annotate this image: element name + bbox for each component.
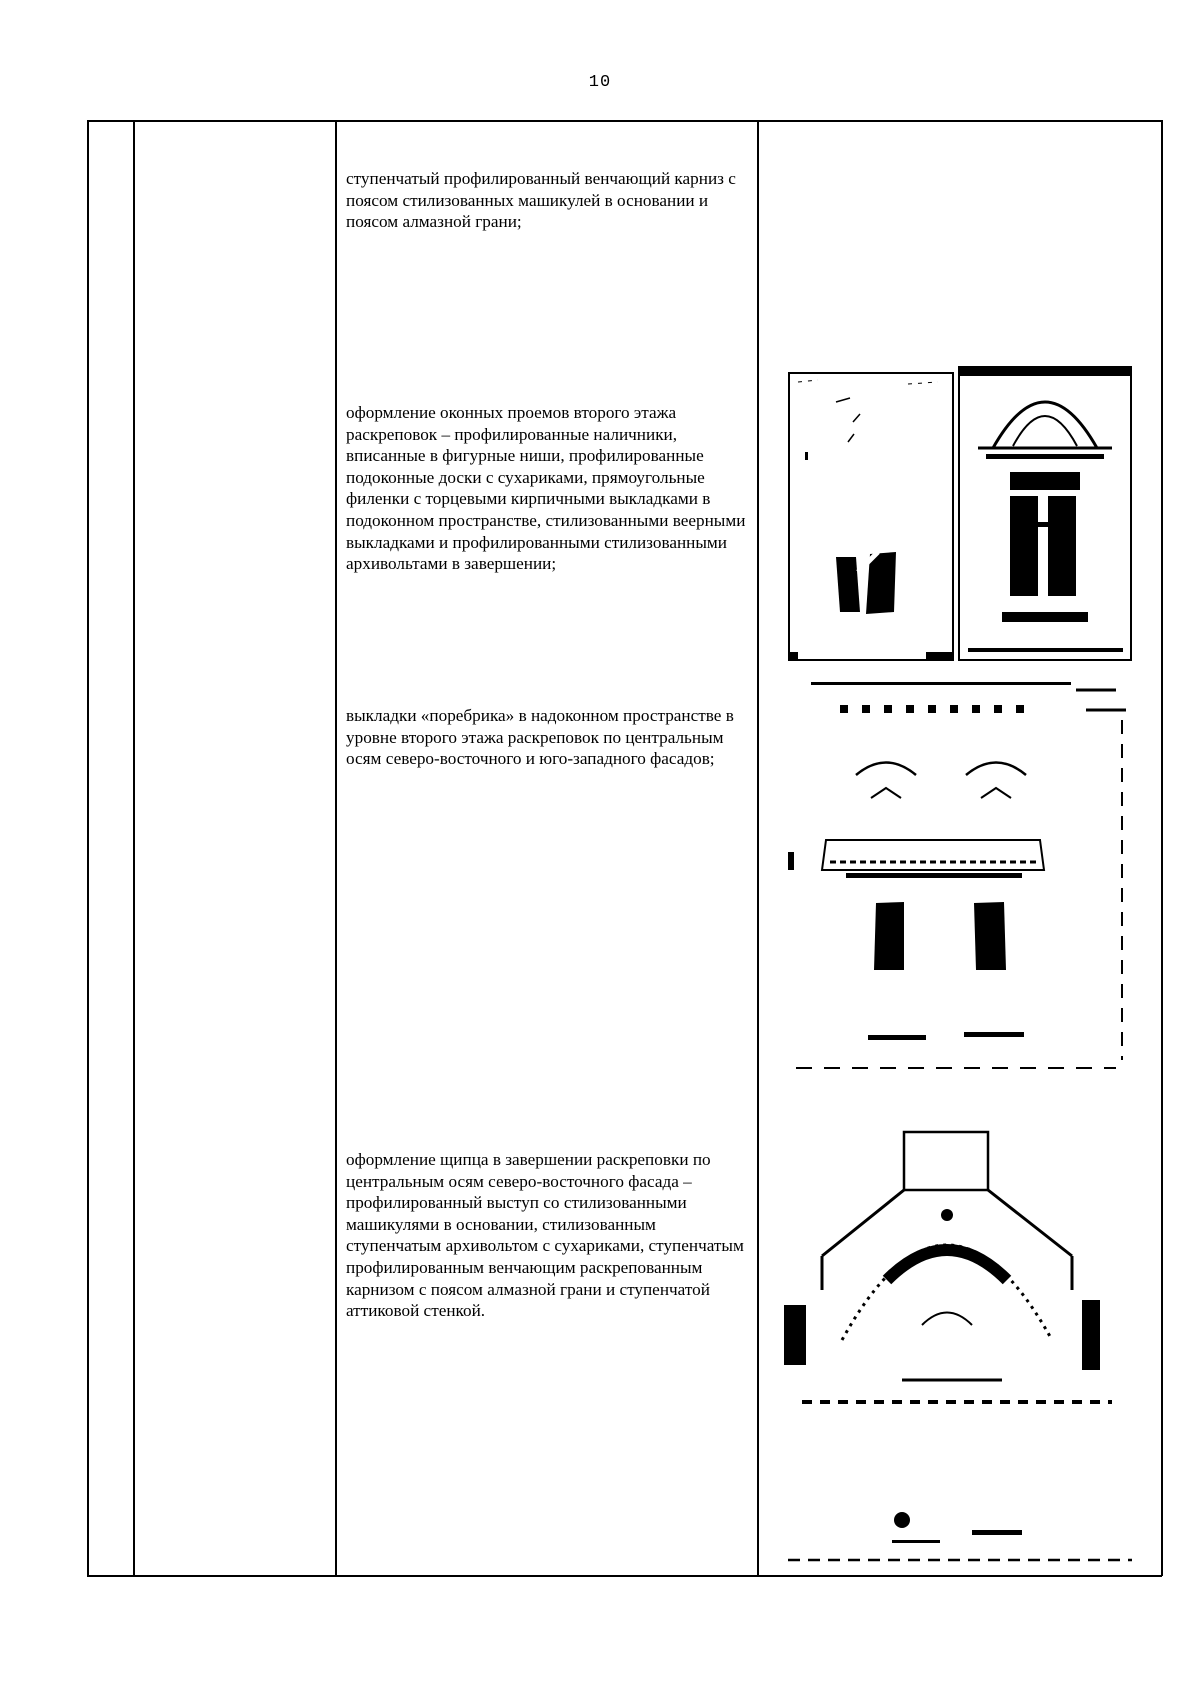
facade-photo-porebrik — [786, 680, 1130, 1080]
column-border-5 — [1161, 120, 1163, 1576]
facade-photo-gable — [782, 1130, 1134, 1572]
page-number: 10 — [588, 73, 612, 92]
description-text: ступенчатый профилированный венчающий карниз с поясом стилизованных машикулей в основании и поясом алмазной грани; — [346, 169, 736, 232]
facade-photo-window-arched — [958, 366, 1132, 661]
description-cell-1 — [346, 168, 746, 233]
description-text: выкладки «поребрика» в надоконном пространстве в уровне второго этажа раскреповок по центральным осям северо-восточного и юго-западного фасадов; — [346, 706, 734, 769]
table-top-border — [87, 120, 1162, 122]
facade-photo-window-left — [788, 372, 954, 661]
table-bottom-border — [87, 1575, 1162, 1577]
description-cell-2 — [346, 402, 746, 575]
column-border-4 — [757, 120, 759, 1576]
description-text: оформление щипца в завершении раскреповки по центральным осям северо-восточного фасада – профилированный выступ со стилизованными машикулями в основании, стилизованным ступенчатым архивольтом с сухариками, ступенчатым профилированным венчающим раскрепованным карнизом с поясом алмазной грани и ступенчатой аттиковой стенкой. — [346, 1150, 744, 1321]
column-border-3 — [335, 120, 337, 1576]
description-cell-3 — [346, 705, 746, 770]
description-text: оформление оконных проемов второго этажа раскреповок – профилированные наличники, вписанные в фигурные ниши, профилированные подоконные доски с сухариками, прямоугольные филенки с торцевыми кирпичными выкладками в подоконном пространстве, стилизованными веерными выкладками и профилированными стилизованными архивольтами в завершении; — [346, 403, 746, 574]
column-border-2 — [133, 120, 135, 1576]
column-border-1 — [87, 120, 89, 1576]
description-cell-4 — [346, 1149, 746, 1322]
